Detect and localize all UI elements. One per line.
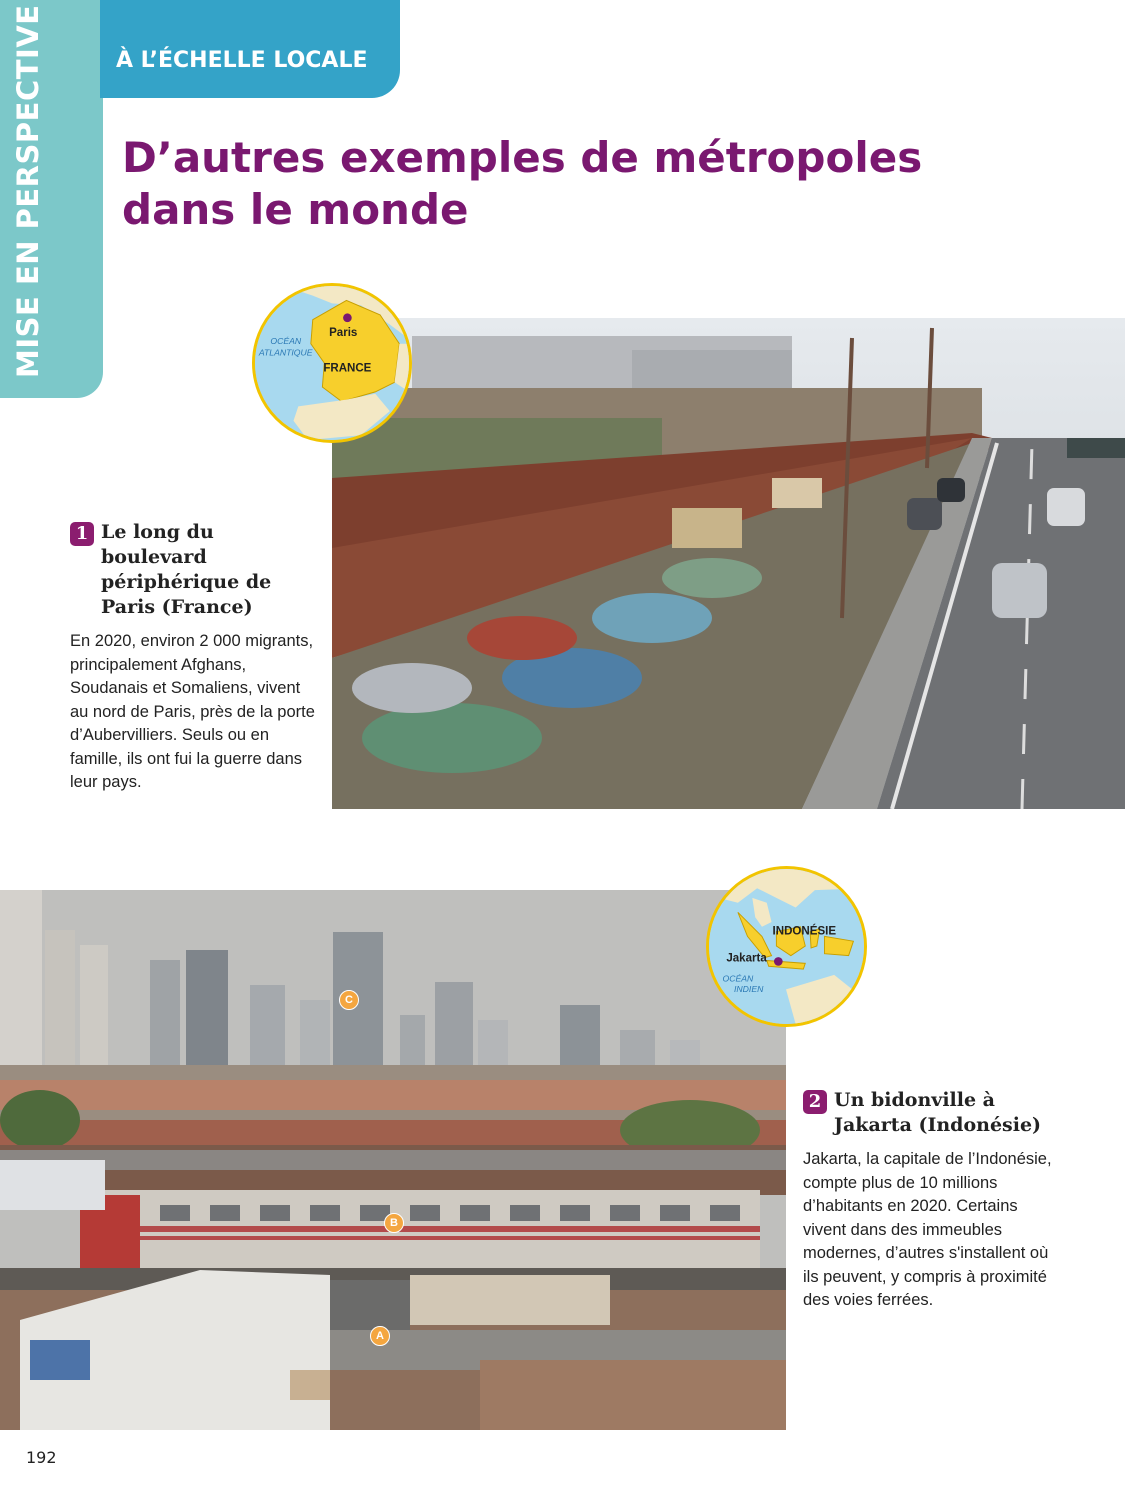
map-ocean-label: OCÉAN [270,335,302,346]
section-banner [100,0,400,98]
caption-document-1 [70,520,315,795]
page-title: D’autres exemples de métropoles dans le monde [122,133,923,234]
photo-paris-periph [332,318,1125,809]
caption-title: Le long du boulevard périphérique de Paris (France) [101,521,272,618]
map-ocean-label: ATLANTIQUE [258,347,313,358]
map-city-label: Jakarta [726,952,767,965]
locator-map-france [252,283,412,443]
caption-document-2 [803,1088,1053,1313]
document-number-badge: 1 [70,522,94,546]
map-country-label: INDONÉSIE [772,925,837,938]
photo-marker-c: C [339,990,359,1010]
photo-marker-b: B [384,1213,404,1233]
locator-map-indonesia [706,866,867,1027]
map-ocean-label: OCÉAN [722,973,754,984]
caption-text: Jakarta, la capitale de l’Indonésie, compte plus de 10 millions d’habitants en 2020. Certains vivent dans des immeubles modernes, d’autres s'installent où ils peuvent, y compris à proximité des voies ferrées. [803,1150,1052,1309]
caption-title: Un bidonville à Jakarta (Indonésie) [834,1089,1042,1136]
caption-text: En 2020, environ 2 000 migrants, principalement Afghans, Soudanais et Somaliens, vivent au nord de Paris, près de la porte d’Aubervilliers. Seuls ou en famille, ils ont fui la guerre dans leur pays. [70,632,315,791]
photo-jakarta-slum [0,890,786,1430]
side-tab-label: MISE EN PERSPECTIVE [11,4,45,378]
page-number: 192 [26,1448,57,1467]
map-city-label: Paris [329,327,358,340]
side-tab [0,0,103,398]
photo-marker-a: A [370,1326,390,1346]
document-number-badge: 2 [803,1090,827,1114]
map-country-label: FRANCE [323,362,372,375]
map-ocean-label: INDIEN [734,984,764,995]
section-banner-label: À L’ÉCHELLE LOCALE [116,48,368,73]
